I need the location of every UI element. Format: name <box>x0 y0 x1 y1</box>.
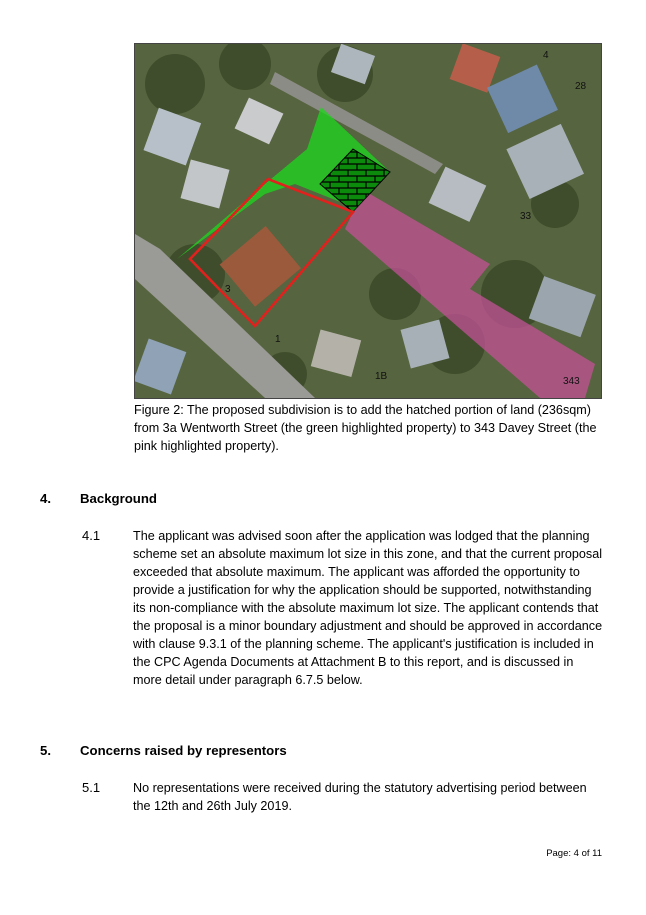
aerial-map-figure <box>134 43 602 399</box>
lot-label-3: 3 <box>225 284 231 295</box>
lot-label-28: 28 <box>575 81 587 92</box>
paragraph-4-1-text: The applicant was advised soon after the application was lodged that the planning scheme set an absolute maximum lot size in this zone, and that the current proposal exceeded that absolute maximum. The applicant was afforded the opportunity to provide a justification for why the application should be supported, notwithstanding its non-compliance with the absolute maximum lot size. The applicant contends that the proposal is a minor boundary adjustment and should be approved in accordance with clause 9.3.1 of the planning scheme. The applicant's justification is included in the CPC Agenda Documents at Attachment B to this report, and is discussed in more detail under paragraph 6.7.5 below. <box>133 529 603 687</box>
section-4-title: Background <box>80 491 157 506</box>
lot-label-4: 4 <box>543 50 549 61</box>
paragraph-5-1-number: 5.1 <box>82 780 101 795</box>
paragraph-5-1-text: No representations were received during the statutory advertising period between the 12th and 26th July 2019. <box>133 781 587 813</box>
figure-caption: Figure 2: The proposed subdivision is to add the hatched portion of land (236sqm) from 3a Wentworth Street (the green highlighted property) to 343 Davey Street (the pink highlighted property). <box>134 403 597 453</box>
page-number: Page: 4 of 11 <box>546 848 602 859</box>
aerial-map <box>135 44 601 398</box>
lot-label-1b: 1B <box>375 371 388 382</box>
lot-label-1: 1 <box>275 334 281 345</box>
lot-label-33: 33 <box>520 211 532 222</box>
section-5-title: Concerns raised by representors <box>80 743 287 758</box>
paragraph-4-1-number: 4.1 <box>82 528 101 543</box>
lot-label-343: 343 <box>563 376 580 387</box>
section-4-number: 4. <box>40 491 51 506</box>
section-5-number: 5. <box>40 743 51 758</box>
